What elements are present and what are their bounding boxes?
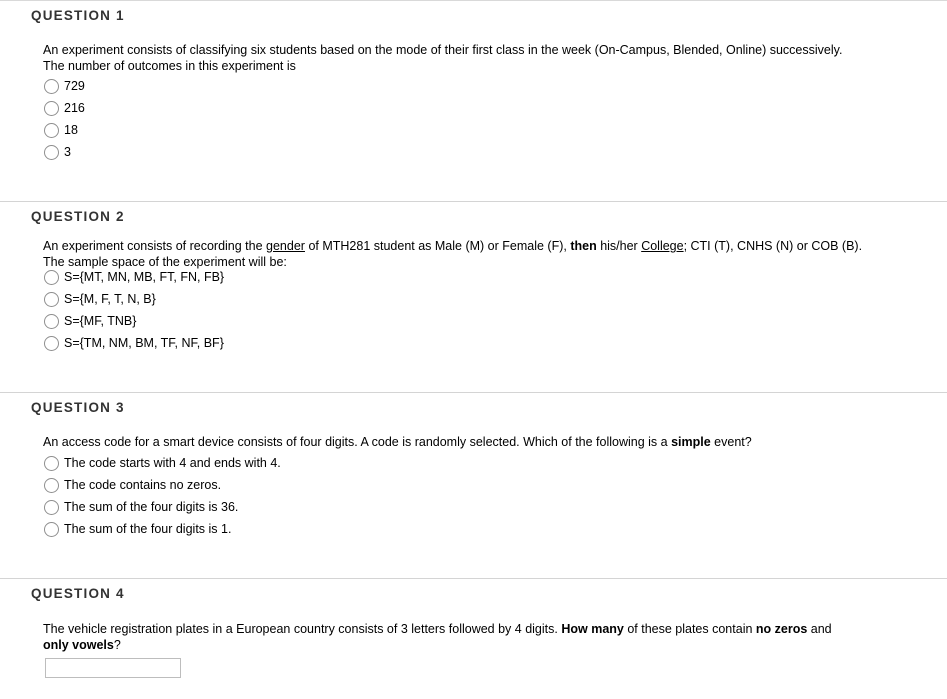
question-3-option-3[interactable] (44, 498, 238, 516)
question-4-no-zeros-bold: no zeros (755, 622, 808, 636)
question-2-text-part: his/her (596, 239, 642, 253)
question-3-simple-bold: simple (671, 435, 711, 449)
question-4-text-part: and (807, 622, 832, 636)
section-divider (0, 392, 947, 393)
radio-button[interactable] (44, 145, 59, 160)
question-2-text-part: ; CTI (T), CNHS (N) or COB (B). (683, 239, 863, 253)
question-4-header: QUESTION 4 (31, 586, 125, 601)
question-1-header: QUESTION 1 (31, 8, 125, 23)
question-2-header: QUESTION 2 (31, 209, 125, 224)
option-label: 729 (64, 79, 85, 93)
question-1-option-1[interactable] (44, 77, 85, 95)
question-1-option-4[interactable] (44, 143, 71, 161)
radio-button[interactable] (44, 292, 59, 307)
question-2-text-part: An experiment consists of recording the (43, 239, 267, 253)
question-4-text (43, 622, 923, 653)
option-label: The code starts with 4 and ends with 4. (64, 456, 281, 470)
option-label: 3 (64, 145, 71, 159)
option-label: S={TM, NM, BM, TF, NF, BF} (64, 336, 224, 350)
question-2-option-3[interactable] (44, 312, 136, 330)
question-2-option-2[interactable] (44, 290, 156, 308)
section-divider (0, 201, 947, 202)
question-1-text (43, 43, 923, 74)
option-label: S={M, F, T, N, B} (64, 292, 156, 306)
radio-button[interactable] (44, 314, 59, 329)
question-2-text (43, 239, 923, 270)
question-4-text-part: of these plates contain (623, 622, 756, 636)
radio-button[interactable] (44, 270, 59, 285)
question-1-text-line-1: An experiment consists of classifying six students based on the mode of their first class in the week (On-Campus, Blended, Online) successively. (43, 43, 843, 57)
radio-button[interactable] (44, 101, 59, 116)
question-4-only-vowels-bold: only vowels (43, 637, 114, 652)
radio-button[interactable] (44, 336, 59, 351)
radio-button[interactable] (44, 500, 59, 515)
question-2-then-bold: then (570, 239, 597, 253)
option-label: S={MF, TNB} (64, 314, 137, 328)
question-3-option-1[interactable] (44, 454, 281, 472)
question-1-text-line-2: The number of outcomes in this experiment is (43, 58, 296, 73)
question-3-text (43, 435, 923, 451)
question-4-text-part: ? (113, 637, 121, 652)
question-3-text-part: event? (710, 435, 752, 449)
question-3-option-4[interactable] (44, 520, 231, 538)
option-label: The code contains no zeros. (64, 478, 222, 492)
question-2-text-line-2: The sample space of the experiment will be: (43, 254, 287, 269)
option-label: S={MT, MN, MB, FT, FN, FB} (64, 270, 225, 284)
radio-button[interactable] (44, 123, 59, 138)
question-3-option-2[interactable] (44, 476, 221, 494)
question-2-option-1[interactable] (44, 268, 224, 286)
top-divider (0, 0, 947, 1)
question-4-answer-input[interactable] (45, 658, 181, 678)
option-label: The sum of the four digits is 1. (64, 522, 232, 536)
question-4-how-many-bold: How many (561, 622, 624, 636)
option-label: The sum of the four digits is 36. (64, 500, 239, 514)
radio-button[interactable] (44, 522, 59, 537)
option-label: 216 (64, 101, 85, 115)
question-2-text-part: of MTH281 student as Male (M) or Female (F), (304, 239, 571, 253)
radio-button[interactable] (44, 79, 59, 94)
question-1-option-2[interactable] (44, 99, 85, 117)
option-label: 18 (64, 123, 78, 137)
question-3-text-part: An access code for a smart device consists of four digits. A code is randomly selected. Which of the following is a (43, 435, 672, 449)
question-2-college-underline: College (641, 239, 684, 253)
question-2-gender-underline: gender (266, 239, 305, 253)
section-divider (0, 578, 947, 579)
radio-button[interactable] (44, 478, 59, 493)
question-4-text-part: The vehicle registration plates in a European country consists of 3 letters followed by 4 digits. (43, 622, 562, 636)
radio-button[interactable] (44, 456, 59, 471)
question-2-option-4[interactable] (44, 334, 224, 352)
question-1-option-3[interactable] (44, 121, 78, 139)
question-3-header: QUESTION 3 (31, 400, 125, 415)
